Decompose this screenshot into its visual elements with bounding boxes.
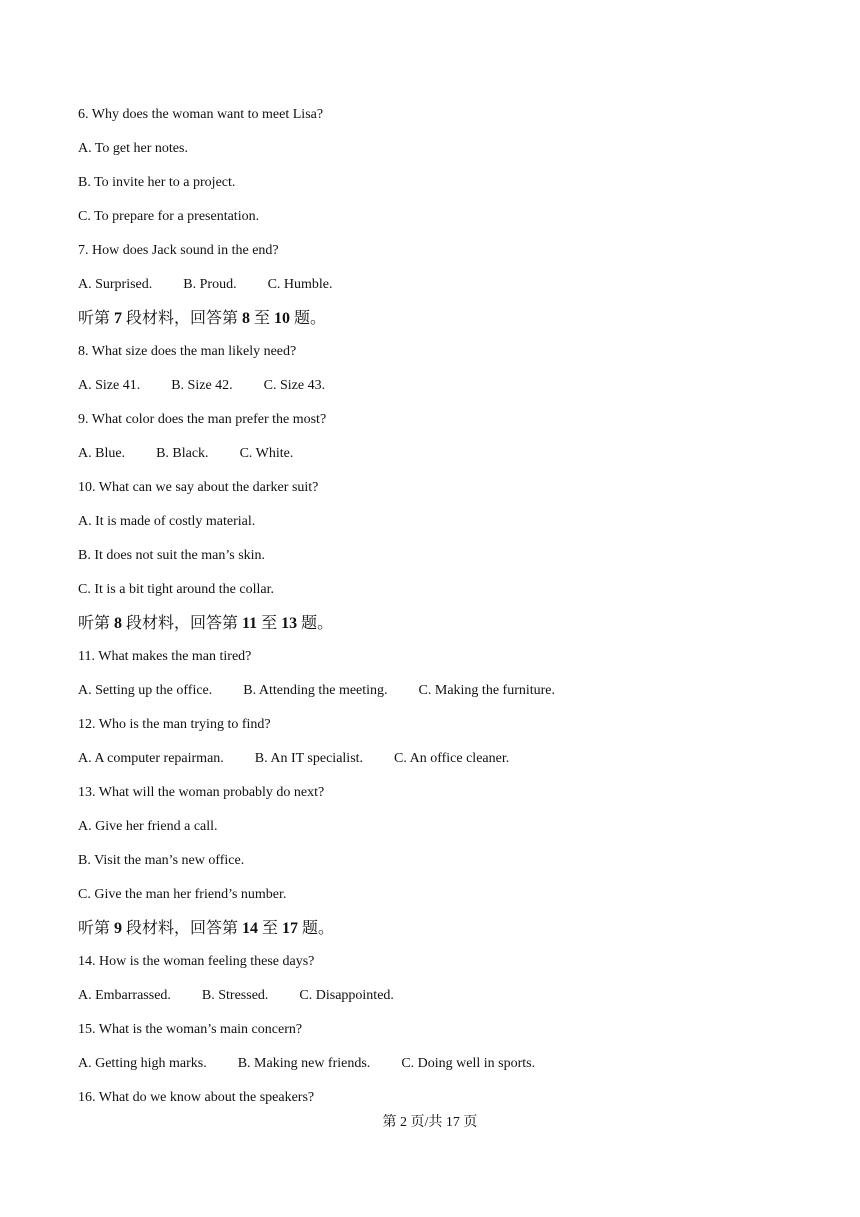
- question-6: 6. Why does the woman want to meet Lisa?: [78, 107, 324, 122]
- option-8a: A. Size 41.: [78, 378, 141, 393]
- option-14b: B. Stressed.: [201, 988, 269, 1003]
- option-14a: A. Embarrassed.: [78, 988, 171, 1003]
- question-8: 8. What size does the man likely need?: [78, 344, 297, 359]
- section-heading-9: 听第 9 段材料，回答第 14 至 17 题。: [78, 920, 335, 937]
- options-9: [78, 445, 293, 463]
- option-9c: C. White.: [239, 446, 294, 461]
- option-13c: C. Give the man her friend’s number.: [78, 887, 287, 902]
- section-heading-8: 听第 8 段材料，回答第 11 至 13 题。: [78, 615, 334, 632]
- options-8: [78, 377, 325, 395]
- question-12: 12. Who is the man trying to find?: [78, 717, 271, 732]
- option-12b: B. An IT specialist.: [254, 751, 364, 766]
- question-7: 7. How does Jack sound in the end?: [78, 243, 279, 258]
- option-15a: A. Getting high marks.: [78, 1056, 207, 1071]
- page-number-footer: 第 2 页/共 17 页: [382, 1115, 478, 1130]
- option-10b: B. It does not suit the man’s skin.: [78, 548, 266, 563]
- option-9a: A. Blue.: [78, 446, 126, 461]
- option-13b: B. Visit the man’s new office.: [78, 853, 245, 868]
- option-7c: C. Humble.: [267, 277, 333, 292]
- option-10a: A. It is made of costly material.: [78, 514, 256, 529]
- question-10: 10. What can we say about the darker suit?: [78, 480, 319, 495]
- section-heading-7: 听第 7 段材料，回答第 8 至 10 题。: [78, 310, 327, 327]
- option-15c: C. Doing well in sports.: [401, 1056, 536, 1071]
- options-14: [78, 987, 394, 1005]
- question-9: 9. What color does the man prefer the most?: [78, 412, 327, 427]
- option-6b: B. To invite her to a project.: [78, 175, 236, 190]
- option-8c: C. Size 43.: [263, 378, 326, 393]
- option-7b: B. Proud.: [183, 277, 237, 292]
- option-14c: C. Disappointed.: [299, 988, 394, 1003]
- option-11b: B. Attending the meeting.: [243, 683, 388, 698]
- option-6a: A. To get her notes.: [78, 141, 188, 156]
- option-10c: C. It is a bit tight around the collar.: [78, 582, 274, 597]
- question-14: 14. How is the woman feeling these days?: [78, 954, 315, 969]
- question-13: 13. What will the woman probably do next?: [78, 785, 325, 800]
- option-11a: A. Setting up the office.: [78, 683, 213, 698]
- option-12c: C. An office cleaner.: [394, 751, 510, 766]
- option-11c: C. Making the furniture.: [418, 683, 556, 698]
- options-7: [78, 276, 333, 294]
- option-9b: B. Black.: [156, 446, 209, 461]
- question-15: 15. What is the woman’s main concern?: [78, 1022, 303, 1037]
- options-15: [78, 1055, 535, 1073]
- question-16: 16. What do we know about the speakers?: [78, 1090, 315, 1105]
- options-11: [78, 682, 555, 700]
- option-13a: A. Give her friend a call.: [78, 819, 218, 834]
- option-6c: C. To prepare for a presentation.: [78, 209, 260, 224]
- option-7a: A. Surprised.: [78, 277, 153, 292]
- option-8b: B. Size 42.: [171, 378, 233, 393]
- question-11: 11. What makes the man tired?: [78, 649, 252, 664]
- option-15b: B. Making new friends.: [237, 1056, 371, 1071]
- option-12a: A. A computer repairman.: [78, 751, 224, 766]
- options-12: [78, 750, 509, 768]
